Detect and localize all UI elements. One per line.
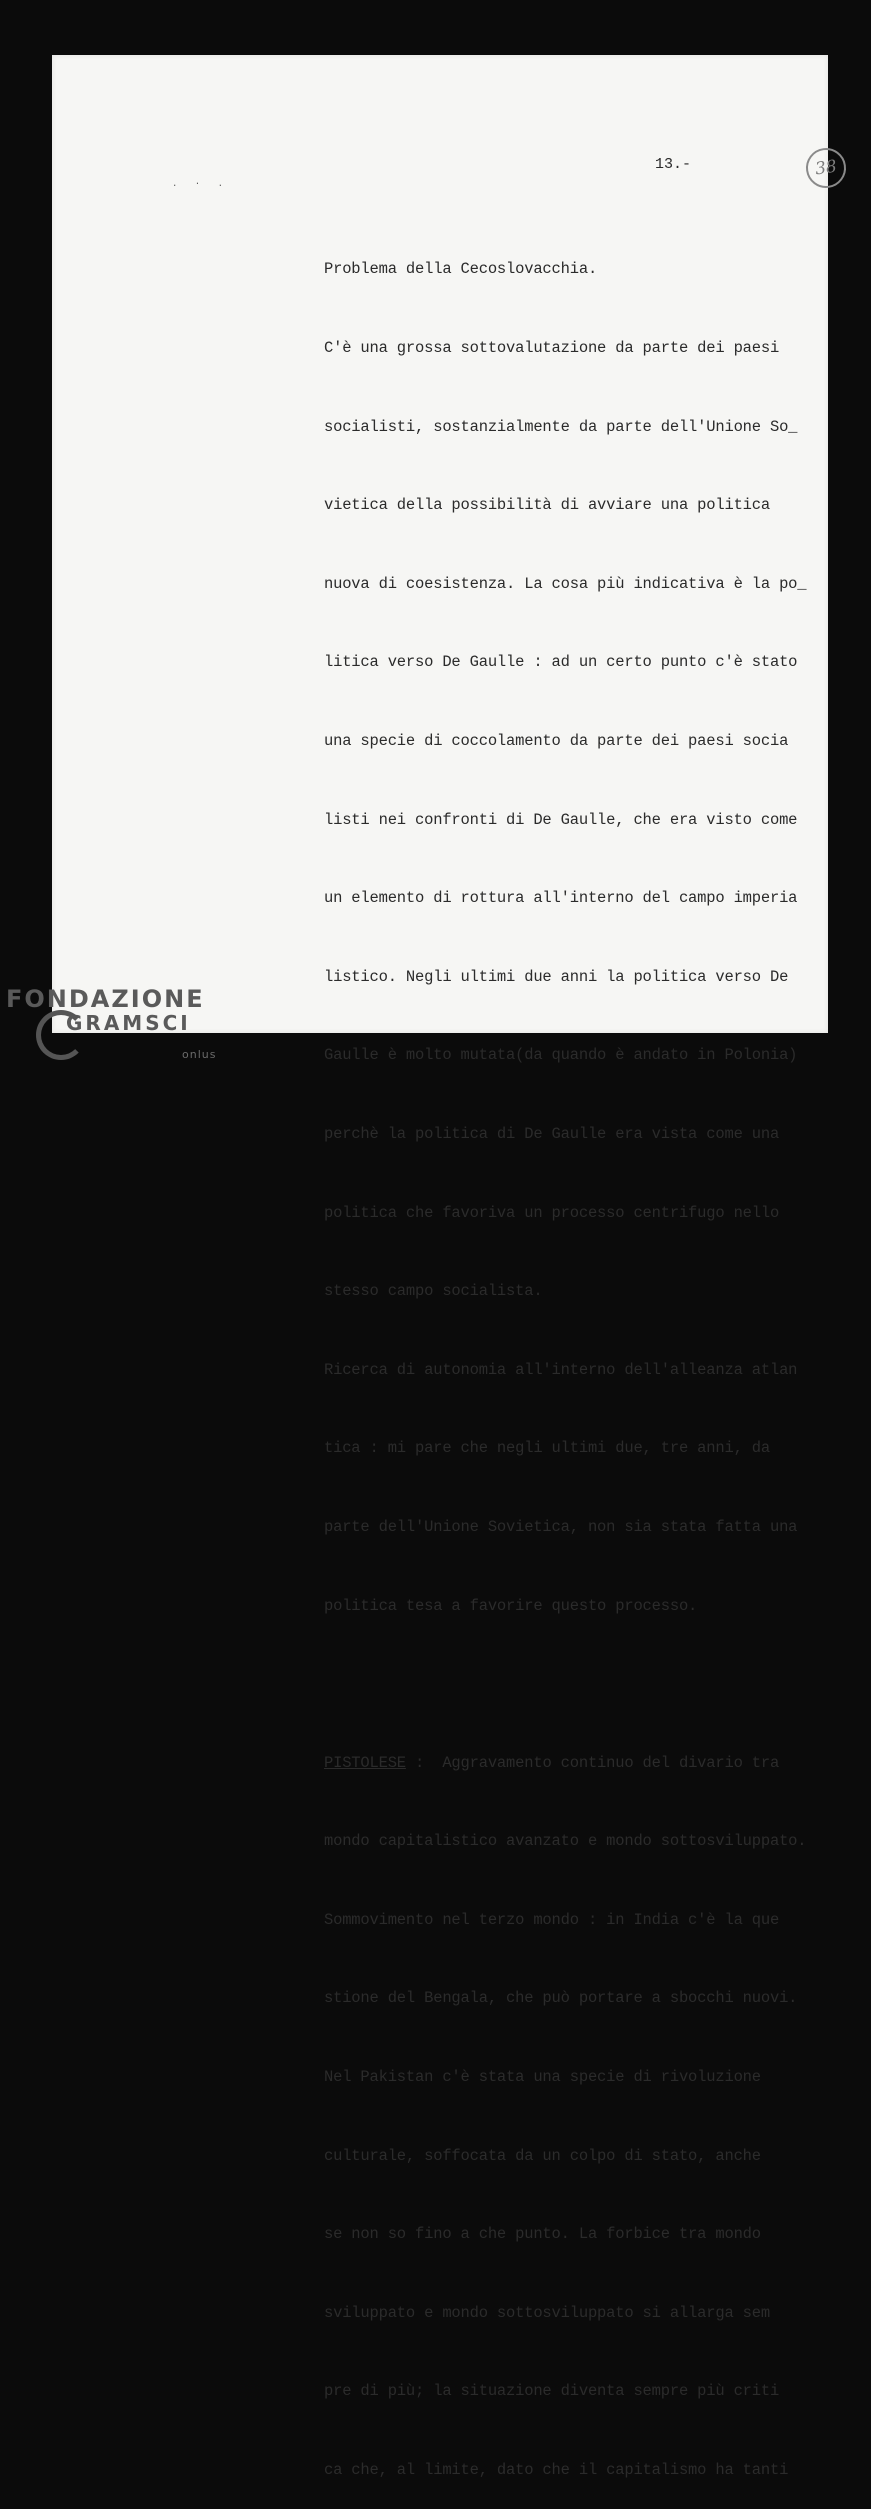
text-line: Ricerca di autonomia all'interno dell'alleanza atlan	[324, 1360, 798, 1379]
archive-number-stamp	[803, 145, 848, 190]
fondazione-gramsci-watermark	[6, 985, 217, 1061]
text-line: vietica della possibilità di avviare una politica	[324, 496, 770, 515]
text-line: C'è una grossa sottovalutazione da parte dei paesi	[324, 339, 780, 357]
text-line: parte dell'Unione Sovietica, non sia stata fatta una	[324, 1517, 798, 1536]
text-line: sviluppato e mondo sottosviluppato si allarga sem	[324, 2303, 770, 2322]
text-line: una specie di coccolamento da parte dei paesi socia	[324, 731, 789, 750]
text-line: litica verso De Gaulle : ad un certo punto c'è stato	[324, 653, 798, 672]
text-line: stesso campo socialista.	[324, 1282, 543, 1301]
speaker-text: : Aggravamento continuo del divario tra	[405, 1753, 780, 1772]
typewritten-text	[324, 204, 807, 2509]
paragraph-gap	[324, 1671, 794, 1697]
paper-specks: . · .	[172, 179, 230, 189]
text-line: politica che favoriva un processo centrifugo nello	[324, 1203, 780, 1222]
text-line: socialisti, sostanzialmente da parte dell'Unione So_	[324, 417, 798, 436]
text-line: nuova di coesistenza. La cosa più indicativa è la po_	[324, 574, 807, 593]
text-line: culturale, soffocata da un colpo di stato, anche	[324, 2146, 761, 2165]
text-line: tica : mi pare che negli ultimi due, tre anni, da	[324, 1439, 770, 1458]
text-line: pre di più; la situazione diventa sempre più criti	[324, 2382, 780, 2401]
text-line: Gaulle è molto mutata(da quando è andato in Polonia)	[324, 1046, 798, 1065]
page-number: 13.-	[655, 156, 692, 173]
speaker-name: PISTOLESE	[324, 1753, 406, 1772]
speaker-line	[324, 1750, 794, 1776]
text-line: se non so fino a che punto. La forbice tra mondo	[324, 2225, 761, 2244]
text-line: ca che, al limite, dato che il capitalismo ha tanti	[324, 2461, 789, 2480]
text-line: Nel Pakistan c'è stata una specie di rivoluzione	[324, 2068, 761, 2087]
text-line: un elemento di rottura all'interno del campo imperia	[324, 889, 798, 908]
watermark-suffix: onlus	[182, 1048, 217, 1061]
watermark-line1: FONDAZIONE	[6, 985, 205, 1013]
text-line: politica tesa a favorire questo processo.	[324, 1596, 698, 1615]
text-line: stione del Bengala, che può portare a sbocchi nuovi.	[324, 1989, 798, 2008]
watermark-line2: GRAMSCI	[66, 1011, 191, 1035]
text-line: mondo capitalistico avanzato e mondo sottosviluppato.	[324, 1832, 807, 1851]
text-line: listi nei confronti di De Gaulle, che era visto come	[324, 810, 798, 829]
text-line: Sommovimento nel terzo mondo : in India c'è la que	[324, 1910, 780, 1929]
text-line: perchè la politica di De Gaulle era vista come una	[324, 1124, 780, 1143]
archive-number: 38	[813, 156, 839, 180]
text-line: Problema della Cecoslovacchia.	[324, 260, 598, 279]
g-logo-icon	[36, 1010, 86, 1060]
text-line: listico. Negli ultimi due anni la politica verso De	[324, 967, 789, 986]
